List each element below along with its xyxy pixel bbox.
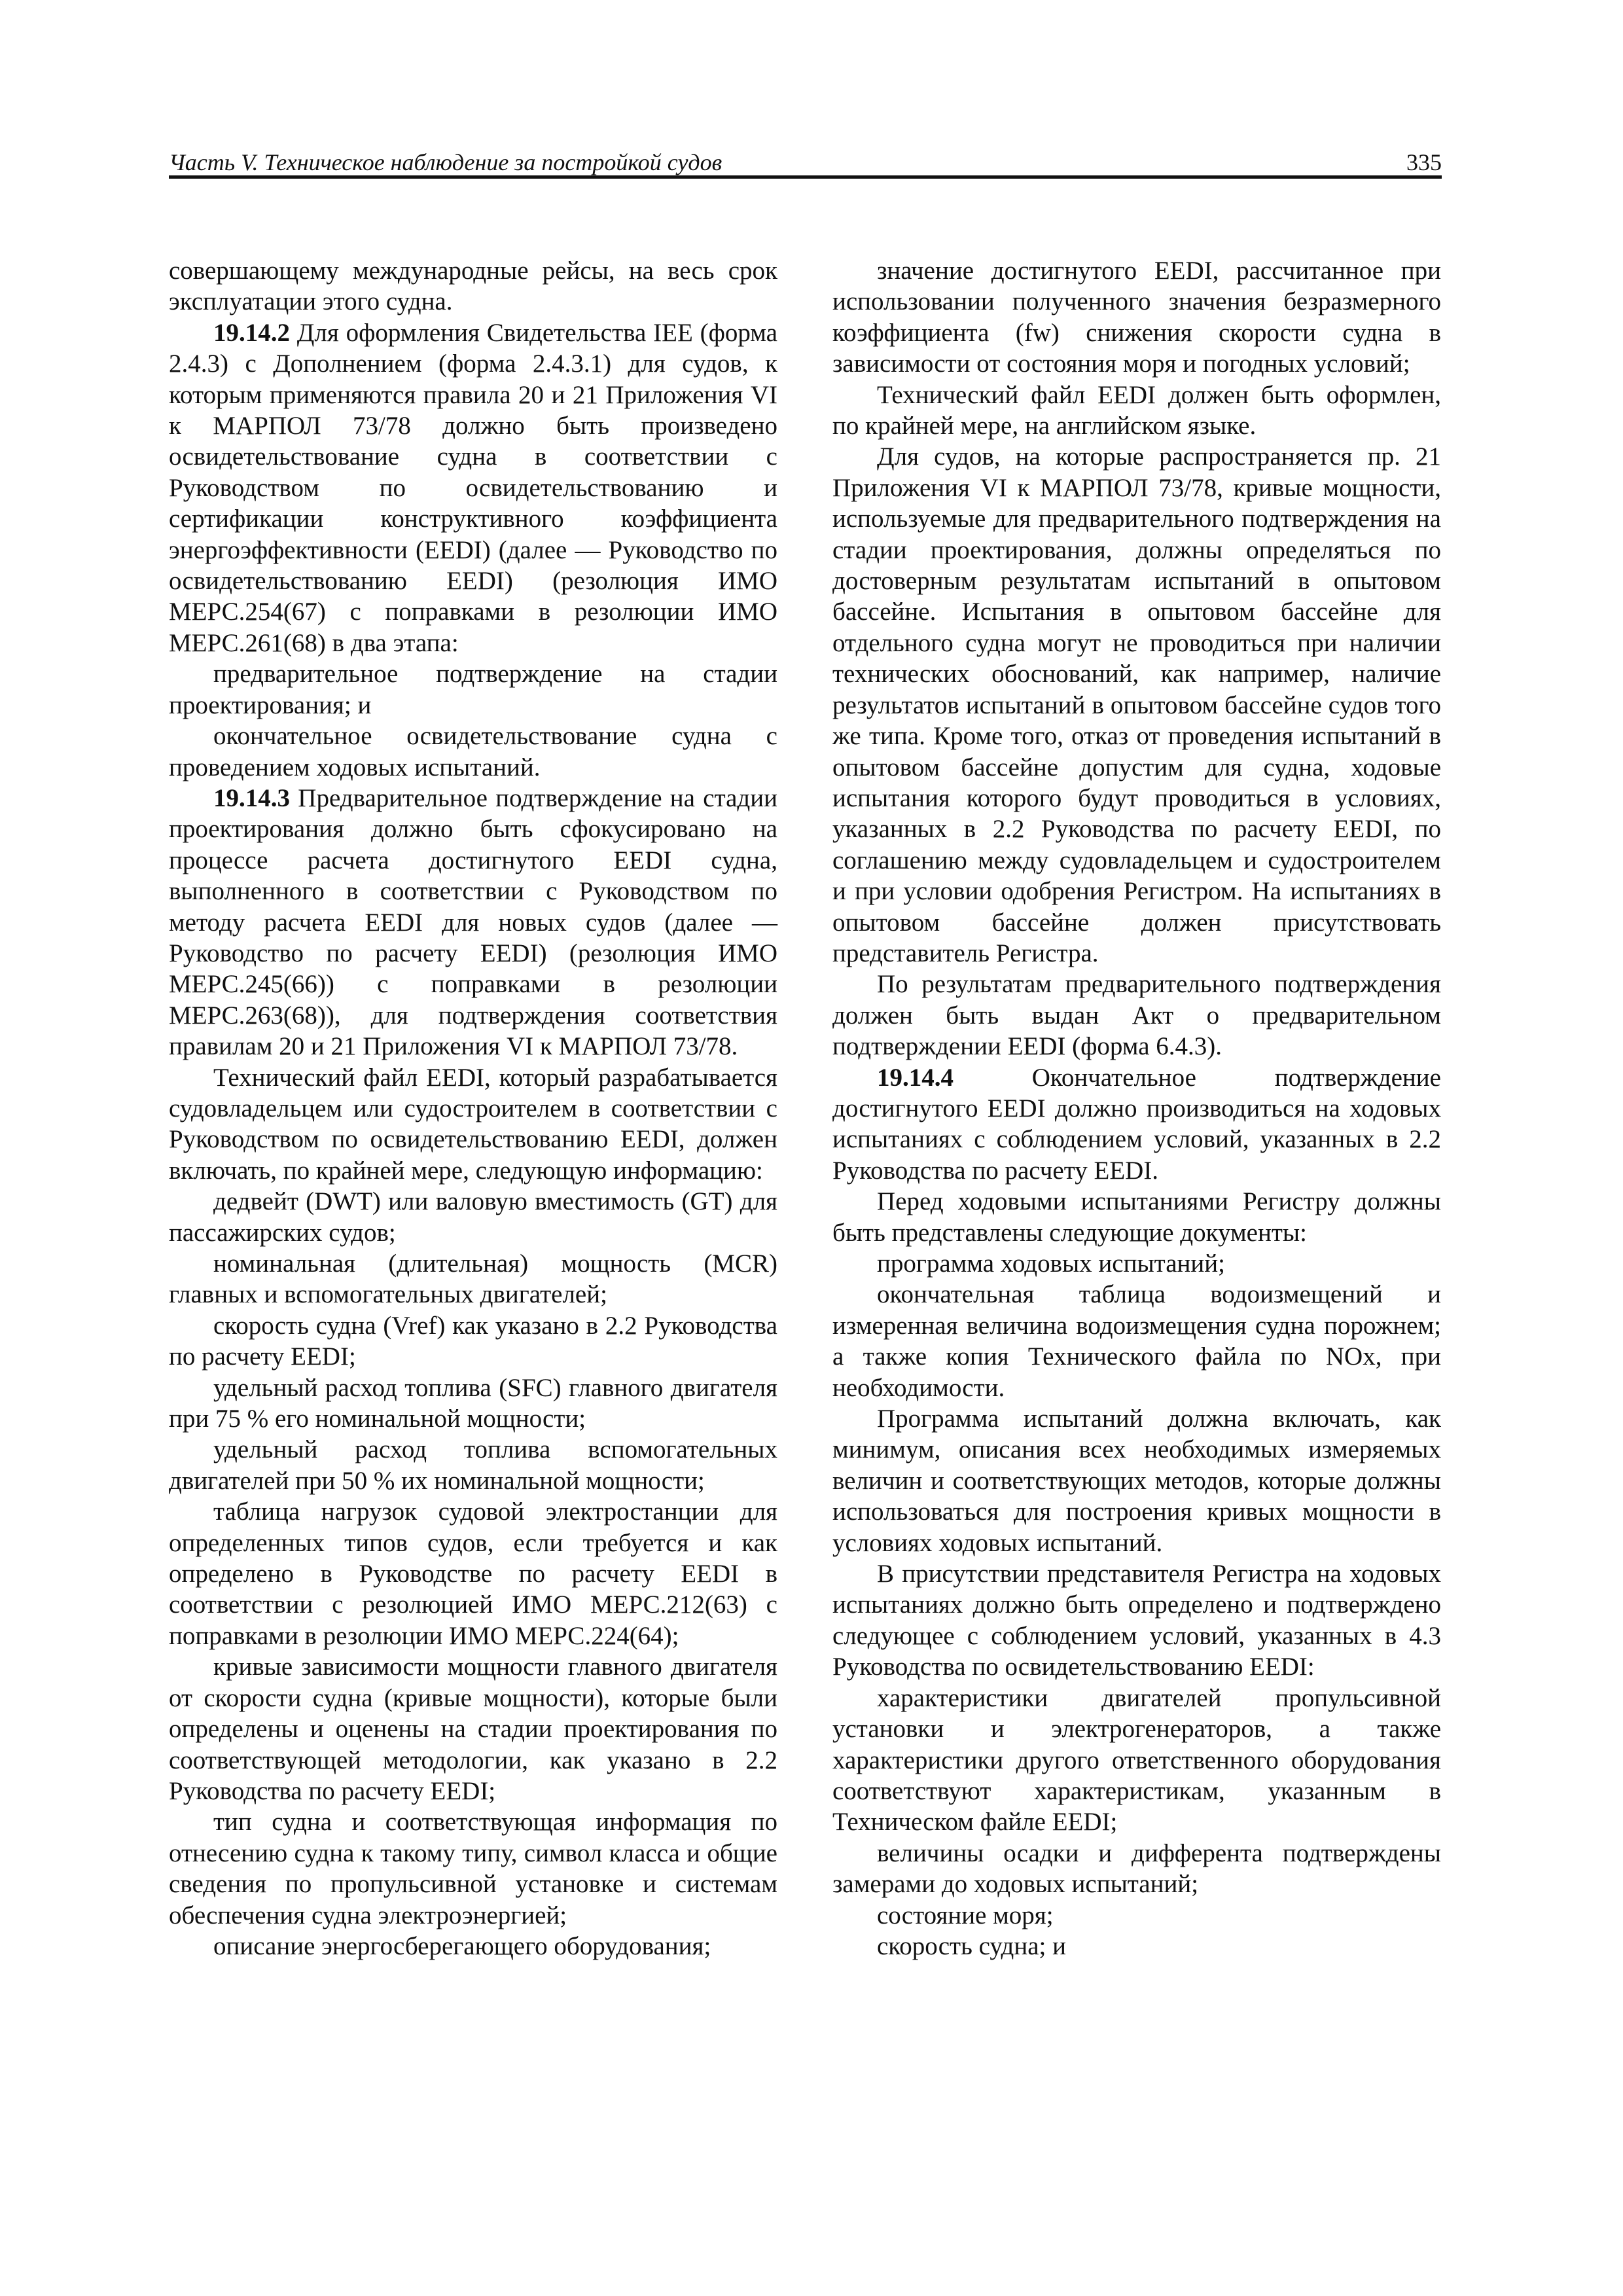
paragraph-text: предварительное подтверждение на стадии проектирования; и [169, 660, 777, 719]
paragraph-text: Перед ходовыми испытаниями Регистру должны быть представлены следующие документы: [832, 1187, 1441, 1247]
paragraph-text: Для оформления Свидетельства IEE (форма 2.4.3) с Дополнением (форма 2.4.3.1) для судов, к которым применяются правила 20 и 21 Приложения VI к МАРПОЛ 73/78 должно быть произведено освидетельствование судна в соответствии с Руководством по освидетельствованию и сертификации конструктивного коэффициента энергоэффективности (EEDI) (далее — Руководство по освидетельствованию EEDI) (резолюция ИМО МЕРС.254(67) с поправками в резолюции ИМО МЕРС.261(68) в два этапа: [169, 318, 777, 657]
paragraph [169, 658, 777, 721]
paragraph [832, 441, 1441, 969]
paragraph-text: По результатам предварительного подтверждения должен быть выдан Акт о предварительном подтверждении EEDI (форма 6.4.3). [832, 970, 1441, 1061]
paragraph-text: скорость судна; и [877, 1931, 1066, 1960]
section-number: 19.14.4 [877, 1063, 954, 1092]
paragraph-text: Технический файл EEDI должен быть оформлен, по крайней мере, на английском языке. [832, 380, 1441, 440]
page-number: 335 [1406, 149, 1442, 175]
paragraph-text: скорость судна (Vref) как указано в 2.2 Руководства по расчету EEDI; [169, 1311, 777, 1371]
paragraph-text: окончательная таблица водоизмещений и измеренная величина водоизмещения судна порожнем; а также копия Технического файла по NOx, при необходимости. [832, 1280, 1441, 1402]
paragraph-text: номинальная (длительная) мощность (MCR) главных и вспомогательных двигателей; [169, 1249, 777, 1309]
paragraph [169, 783, 777, 1062]
paragraph-text: дедвейт (DWT) или валовую вместимость (GT) для пассажирских судов; [169, 1187, 777, 1247]
paragraph [832, 1931, 1441, 1962]
paragraph-text: Для судов, на которые распространяется пр. 21 Приложения VI к МАРПОЛ 73/78, кривые мощности, используемые для предварительного подтверждения на стадии проектирования, должны определяться по достоверным результатам испытаний в опытовом бассейне. Испытания в опытовом бассейне для отдельного судна могут не проводиться при наличии технических обоснований, как например, наличие результатов испытаний в опытовом бассейне судов того же типа. Кроме того, отказ от проведения испытаний в опытовом бассейне допустим для судна, ходовые испытания которого будут проводиться в условиях, указанных в 2.2 Руководства по расчету EEDI, по соглашению между судовладельцем и судостроителем и при условии одобрения Регистром. На испытаниях в опытовом бассейне должен присутствовать представитель Регистра. [832, 442, 1441, 967]
paragraph-text: Окончательное подтверждение достигнутого EEDI должно производиться на ходовых испытаниях с соблюдением условий, указанных в 2.2 Руководства по расчету EEDI. [832, 1063, 1441, 1185]
paragraph [169, 721, 777, 783]
paragraph-text: Предварительное подтверждение на стадии проектирования должно быть сфокусировано на процессе расчета достигнутого EEDI судна, выполненного в соответствии с Руководством по методу расчета EEDI для новых судов (далее — Руководство по расчету EEDI) (резолюция ИМО МЕРС.245(66)) с поправками в резолюции МЕРС.263(68)), для подтверждения соответствия правилам 20 и 21 Приложения VI к МАРПОЛ 73/78. [169, 783, 777, 1061]
paragraph [832, 1186, 1441, 1248]
paragraph [832, 1279, 1441, 1403]
paragraph [169, 1372, 777, 1435]
right-column [832, 255, 1441, 1962]
paragraph-text: Технический файл EEDI, который разрабатывается судовладельцем или судостроителем в соответствии с Руководством по освидетельствованию EEDI, должен включать, по крайней мере, следующую информацию: [169, 1063, 777, 1185]
paragraph-text: В присутствии представителя Регистра на ходовых испытаниях должно быть определено и подтверждено следующее с соблюдением условий, указанных в 4.3 Руководства по освидетельствованию EEDI: [832, 1560, 1441, 1681]
paragraph-text: Программа испытаний должна включать, как минимум, описания всех необходимых измеряемых величин и соответствующих методов, которые должны использоваться для построения кривых мощности в условиях ходовых испытаний. [832, 1405, 1441, 1557]
paragraph-text: удельный расход топлива (SFC) главного двигателя при 75 % его номинальной мощности; [169, 1373, 777, 1433]
paragraph-text: значение достигнутого EEDI, рассчитанное при использовании полученного значения безразмерного коэффициента (fw) снижения скорости судна в зависимости от состояния моря и погодных условий; [832, 257, 1441, 378]
section-number: 19.14.3 [213, 783, 290, 812]
paragraph [169, 1248, 777, 1310]
paragraph [832, 255, 1441, 380]
paragraph-text: программа ходовых испытаний; [877, 1249, 1225, 1278]
paragraph [169, 1062, 777, 1187]
paragraph-text: окончательное освидетельствование судна с проведением ходовых испытаний. [169, 722, 777, 781]
paragraph [832, 1900, 1441, 1931]
paragraph [169, 317, 777, 658]
paragraph [832, 1838, 1441, 1900]
paragraph [169, 255, 777, 317]
paragraph [832, 380, 1441, 442]
paragraph-text: состояние моря; [877, 1901, 1054, 1929]
paragraph [169, 1186, 777, 1248]
paragraph-text: кривые зависимости мощности главного двигателя от скорости судна (кривые мощности), которые были определены и оценены на стадии проектирования по соответствующей методологии, как указано в 2.2 Руководства по расчету EEDI; [169, 1653, 777, 1805]
paragraph-text: тип судна и соответствующая информация по отнесению судна к такому типу, символ класса и общие сведения по пропульсивной установке и системам обеспечения судна электроэнергией; [169, 1808, 777, 1929]
paragraph [169, 1496, 777, 1651]
paragraph [832, 1062, 1441, 1187]
section-number: 19.14.2 [213, 318, 290, 347]
paragraph-text: удельный расход топлива вспомогательных двигателей при 50 % их номинальной мощности; [169, 1435, 777, 1495]
left-column [169, 255, 777, 1962]
paragraph [832, 1248, 1441, 1279]
paragraph-text: описание энергосберегающего оборудования; [213, 1931, 711, 1960]
running-header-title: Часть V. Техническое наблюдение за постройкой судов [169, 149, 722, 175]
paragraph [169, 1806, 777, 1931]
paragraph [169, 1434, 777, 1496]
paragraph-text: характеристики двигателей пропульсивной установки и электрогенераторов, а также характеристики другого ответственного оборудования соответствуют характеристикам, указанным в Техническом файле EEDI; [832, 1683, 1441, 1837]
paragraph [169, 1651, 777, 1806]
paragraph [169, 1310, 777, 1372]
paragraph-text: таблица нагрузок судовой электростанции для определенных типов судов, если требуется и как определено в Руководстве по расчету EEDI в соответствии с резолюцией ИМО МЕРС.212(63) с поправками в резолюции ИМО МЕРС.224(64); [169, 1498, 777, 1650]
paragraph-text: величины осадки и дифферента подтверждены замерами до ходовых испытаний; [832, 1839, 1441, 1899]
paragraph-text: совершающему международные рейсы, на весь срок эксплуатации этого судна. [169, 257, 777, 316]
paragraph [832, 1403, 1441, 1558]
running-header [169, 149, 1442, 179]
paragraph [832, 1558, 1441, 1683]
paragraph [832, 969, 1441, 1062]
paragraph [169, 1931, 777, 1962]
paragraph [832, 1683, 1441, 1838]
